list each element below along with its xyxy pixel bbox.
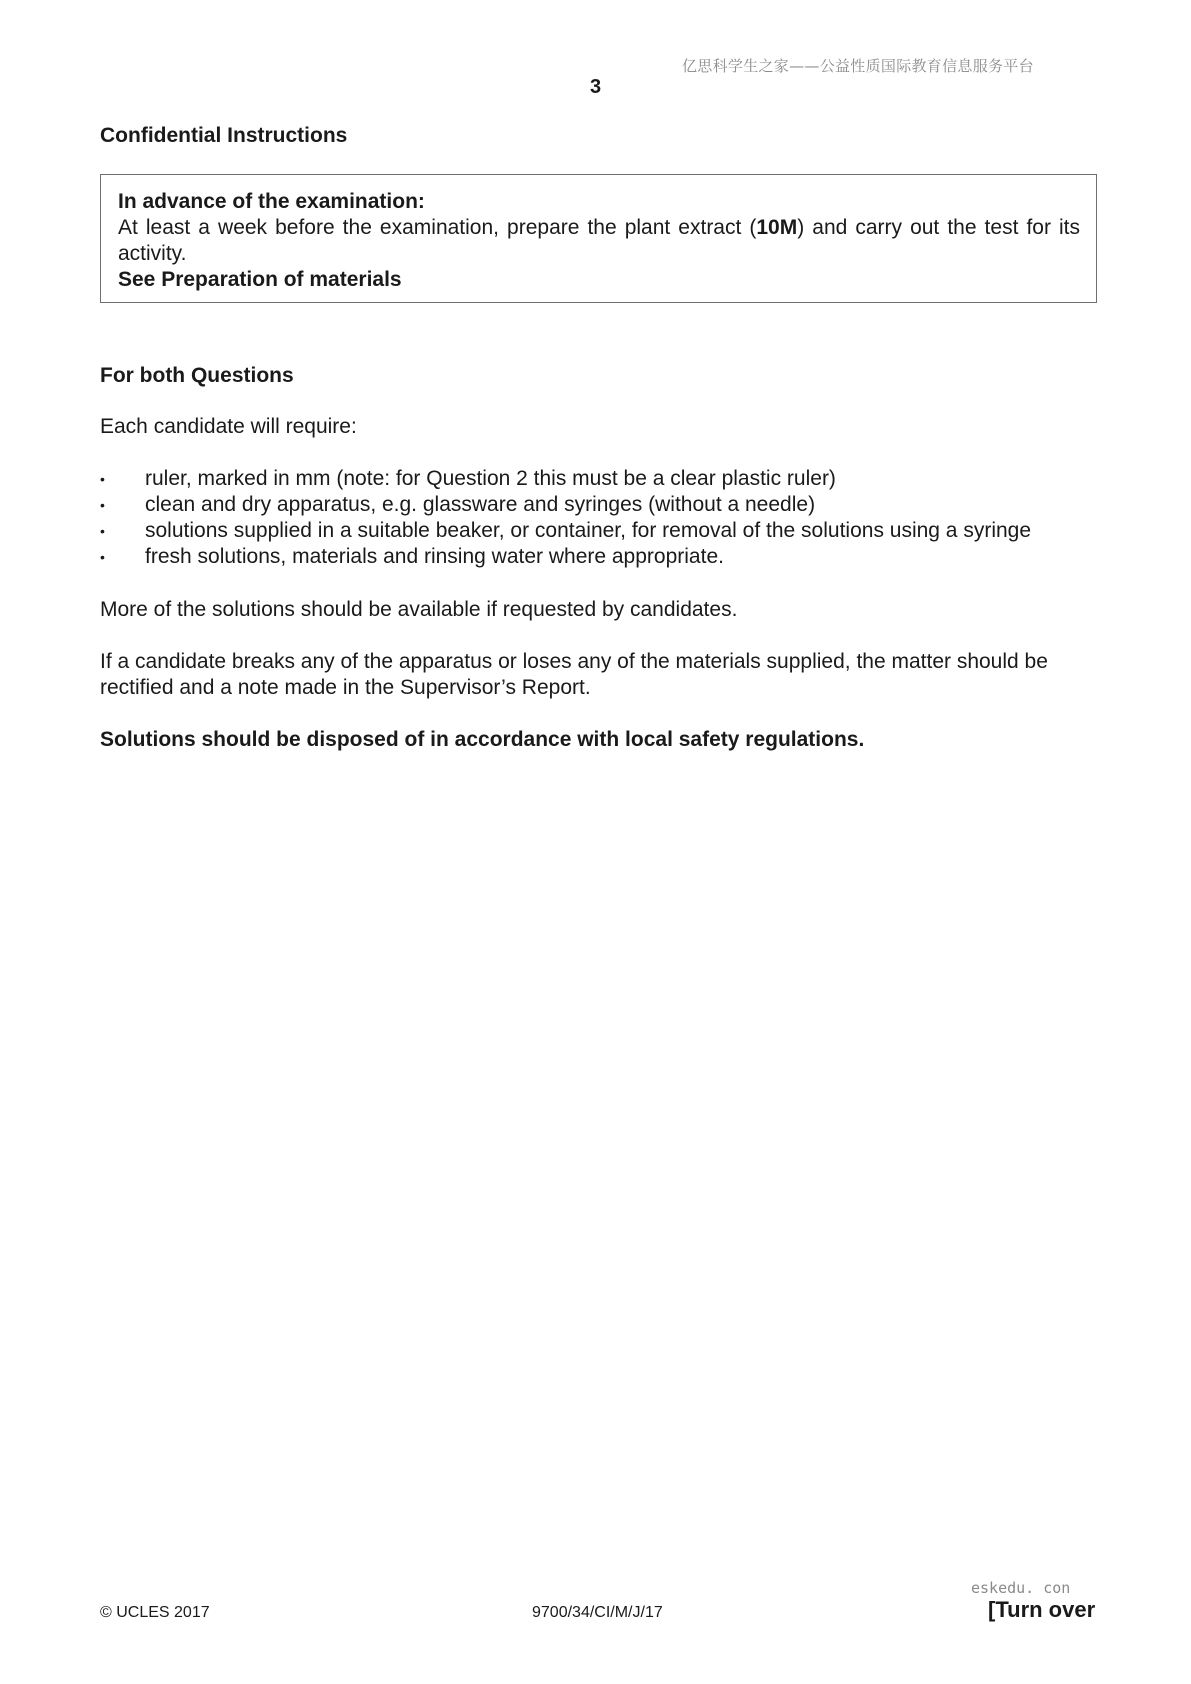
requirements-intro: Each candidate will require: xyxy=(100,415,357,438)
advance-text-before: At least a week before the examination, prepare the plant extract ( xyxy=(118,216,757,239)
list-item-text: ruler, marked in mm (note: for Question 2 this must be a clear plastic ruler) xyxy=(145,467,836,490)
advance-instructions-box xyxy=(100,174,1097,303)
turn-over-label: [Turn over xyxy=(988,1597,1096,1622)
page-number: 3 xyxy=(589,76,602,98)
footer-watermark: eskedu. con xyxy=(971,1579,1071,1597)
advance-text-after: ) and carry out the test for its activity. xyxy=(118,216,1081,265)
document-code: 9700/34/CI/M/J/17 xyxy=(532,1604,663,1621)
list-item-text: clean and dry apparatus, e.g. glassware and syringes (without a needle) xyxy=(145,493,816,516)
see-preparation-line: See Preparation of materials xyxy=(118,268,402,291)
list-item-text: fresh solutions, materials and rinsing water where appropriate. xyxy=(145,545,724,568)
bullet-icon: • xyxy=(100,549,105,565)
confidential-instructions-heading: Confidential Instructions xyxy=(100,124,348,147)
requirements-list xyxy=(100,466,1100,570)
header-watermark: 亿思科学生之家——公益性质国际教育信息服务平台 xyxy=(682,57,1034,75)
plant-extract-code: 10M xyxy=(756,216,798,239)
list-item xyxy=(100,466,1100,492)
bullet-icon: • xyxy=(100,497,105,513)
disposal-note: Solutions should be disposed of in accordance with local safety regulations. xyxy=(100,728,865,751)
both-questions-heading: For both Questions xyxy=(100,364,294,387)
list-item xyxy=(100,492,1100,518)
list-item-text: solutions supplied in a suitable beaker, or container, for removal of the solutions using a syringe xyxy=(145,519,1032,542)
list-item xyxy=(100,544,1100,570)
advance-paragraph xyxy=(118,215,1080,267)
advance-heading: In advance of the examination: xyxy=(118,190,425,213)
more-solutions-note: More of the solutions should be available if requested by candidates. xyxy=(100,598,738,621)
bullet-icon: • xyxy=(100,523,105,539)
copyright: © UCLES 2017 xyxy=(100,1604,210,1621)
list-item xyxy=(100,518,1100,544)
bullet-icon: • xyxy=(100,471,105,487)
breakage-note: If a candidate breaks any of the apparatus or loses any of the materials supplied, the matter should be rectified and a note made in the Supervisor’s Report. xyxy=(100,650,1048,699)
